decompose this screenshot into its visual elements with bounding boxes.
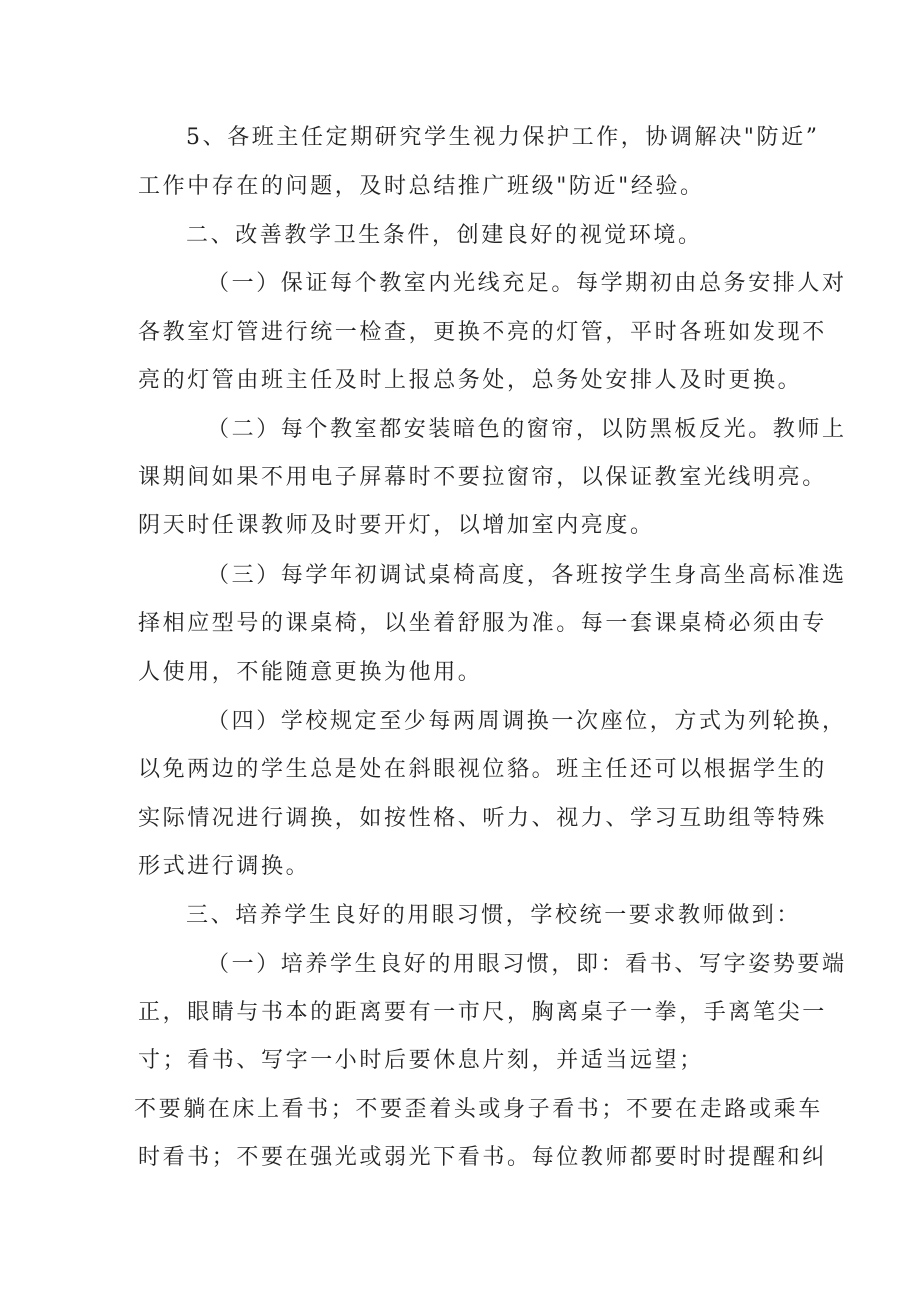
section-heading: 三、培养学生良好的用眼习惯，学校统一要求教师做到：: [186, 903, 802, 928]
text-line: 不要躺在床上看书；不要歪着头或身子看书；不要在走路或乘车: [134, 1097, 823, 1122]
text-line: 实际情况进行调换，如按性格、听力、视力、学习互助组等特殊: [138, 806, 827, 831]
text-line: 时看书；不要在强光或弱光下看书。每位教师都要时时提醒和纠: [138, 1145, 827, 1170]
section-heading: 二、改善教学卫生条件，创建良好的视觉环境。: [186, 223, 703, 248]
text-line: 各教室灯管进行统一检查，更换不亮的灯管，平时各班如发现不: [138, 320, 827, 345]
text-line: 亮的灯管由班主任及时上报总务处，总务处安排人及时更换。: [138, 368, 803, 393]
text-line: 形式进行调换。: [138, 854, 311, 879]
text-line: （三）每学年初调试桌椅高度，各班按学生身高坐高标准选: [207, 563, 847, 588]
text-line: 人使用，不能随意更换为他用。: [138, 660, 483, 685]
text-line: 寸；看书、写字一小时后要休息片刻，并适当远望；: [138, 1048, 704, 1073]
text-line: 工作中存在的问题，及时总结推广班级"防近"经验。: [138, 174, 705, 199]
text-line: （一）保证每个教室内光线充足。每学期初由总务安排人对: [207, 271, 847, 296]
text-line: （二）每个教室都安装暗色的窗帘，以防黑板反光。教师上: [207, 417, 847, 442]
text-line: （一）培养学生良好的用眼习惯，即：看书、写字姿势要端: [207, 952, 847, 977]
text-line: 以免两边的学生总是处在斜眼视位貉。班主任还可以根据学生的: [138, 757, 827, 782]
text-line: 课期间如果不用电子屏幕时不要拉窗帘，以保证教室光线明亮。: [138, 465, 827, 490]
text-line: 5、各班主任定期研究学生视力保护工作，协调解决"防近”: [186, 125, 820, 150]
text-line: 择相应型号的课桌椅，以坐着舒服为准。每一套课桌椅必须由专: [138, 611, 827, 636]
text-line: 阴天时任课教师及时要开灯，以增加室内亮度。: [138, 513, 655, 538]
text-line: 正，眼睛与书本的距离要有一市尺，胸离桌子一拳，手离笔尖一: [138, 1000, 827, 1025]
text-line: （四）学校规定至少每两周调换一次座位，方式为列轮换，: [207, 709, 847, 734]
